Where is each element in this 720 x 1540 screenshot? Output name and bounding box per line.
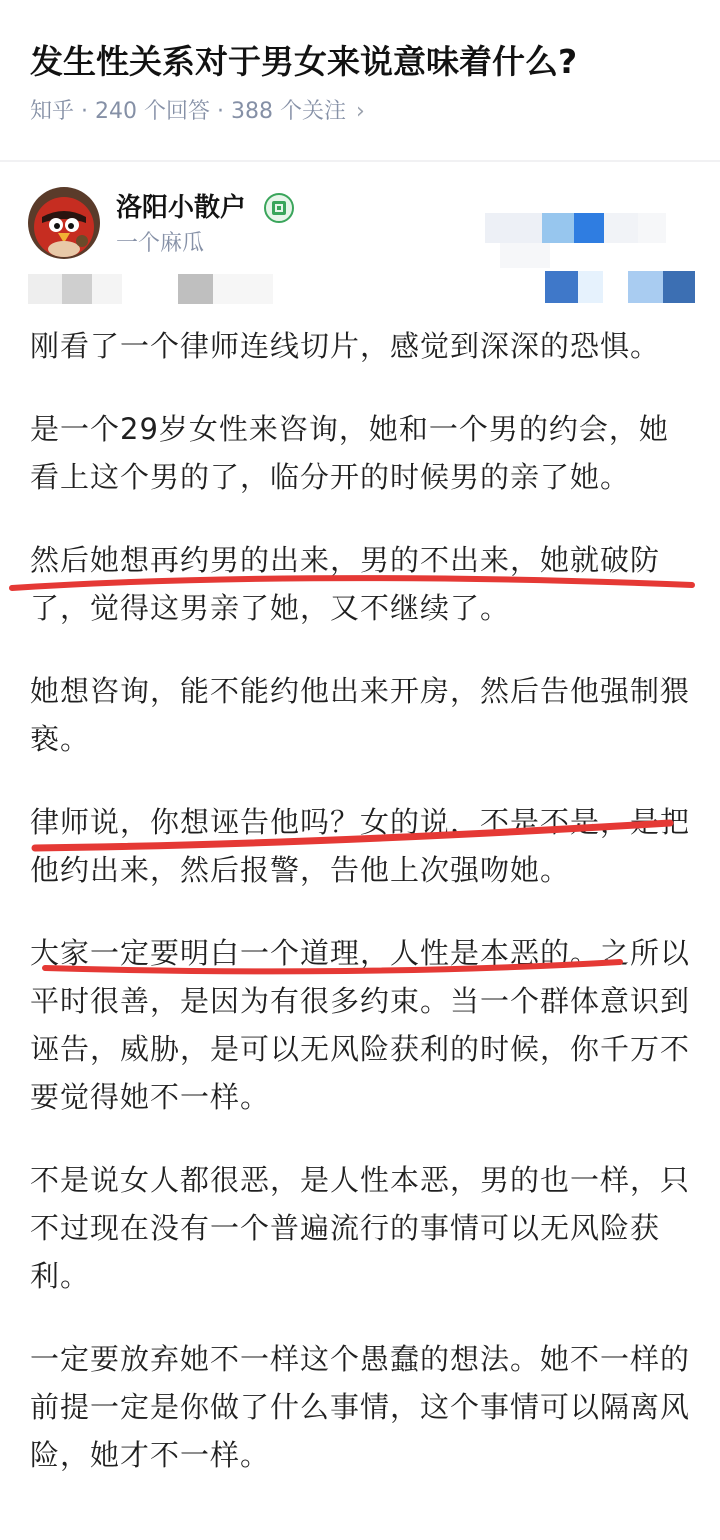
source-label: 知乎 xyxy=(30,99,75,124)
followers-count: 388 个关注 xyxy=(231,99,347,124)
author-avatar[interactable] xyxy=(28,187,100,259)
chevron-right-icon[interactable]: › xyxy=(356,99,365,124)
meta-separator: · xyxy=(81,99,89,124)
author-name[interactable]: 洛阳小散户 xyxy=(116,193,247,223)
answer-paragraph: 是一个29岁女性来咨询，她和一个男的约会，她看上这个男的了，临分开的时候男的亲了她。 xyxy=(30,412,669,494)
header-divider xyxy=(0,160,720,162)
achievement-badge-icon[interactable] xyxy=(264,193,294,223)
angry-bird-avatar xyxy=(28,187,100,259)
answer-content xyxy=(30,322,698,1514)
redacted-mosaic-right xyxy=(480,208,700,308)
answer-paragraph: 然后她想再约男的出来，男的不出来，她就破防了，觉得这男亲了她，又不继续了。 xyxy=(30,543,661,625)
question-meta[interactable] xyxy=(30,95,365,129)
answers-count: 240 个回答 xyxy=(95,99,211,124)
answer-paragraph: 不是说女人都很恶，是人性本恶，男的也一样，只不过现在没有一个普遍流行的事情可以无风险获利。 xyxy=(30,1163,691,1293)
answer-paragraph: 她想咨询，能不能约他出来开房，然后告他强制猥亵。 xyxy=(30,674,691,756)
redacted-mosaic-left xyxy=(28,270,278,306)
answer-paragraph: 大家一定要明白一个道理，人性是本恶的。之所以平时很善，是因为有很多约束。当一个群体意识到诬告，威胁，是可以无风险获利的时候，你千万不要觉得她不一样。 xyxy=(30,936,691,1114)
author-bio: 一个麻瓜 xyxy=(116,231,205,256)
answer-paragraph: 律师说，你想诬告他吗？女的说，不是不是，是把他约出来，然后报警，告他上次强吻她。 xyxy=(30,805,691,887)
answer-paragraph: 刚看了一个律师连线切片，感觉到深深的恐惧。 xyxy=(30,329,661,363)
meta-separator: · xyxy=(217,99,225,124)
question-title[interactable]: 发生性关系对于男女来说意味着什么? xyxy=(30,42,578,81)
answer-paragraph: 一定要放弃她不一样这个愚蠢的想法。她不一样的前提一定是你做了什么事情，这个事情可以隔离风险，她才不一样。 xyxy=(30,1342,691,1472)
